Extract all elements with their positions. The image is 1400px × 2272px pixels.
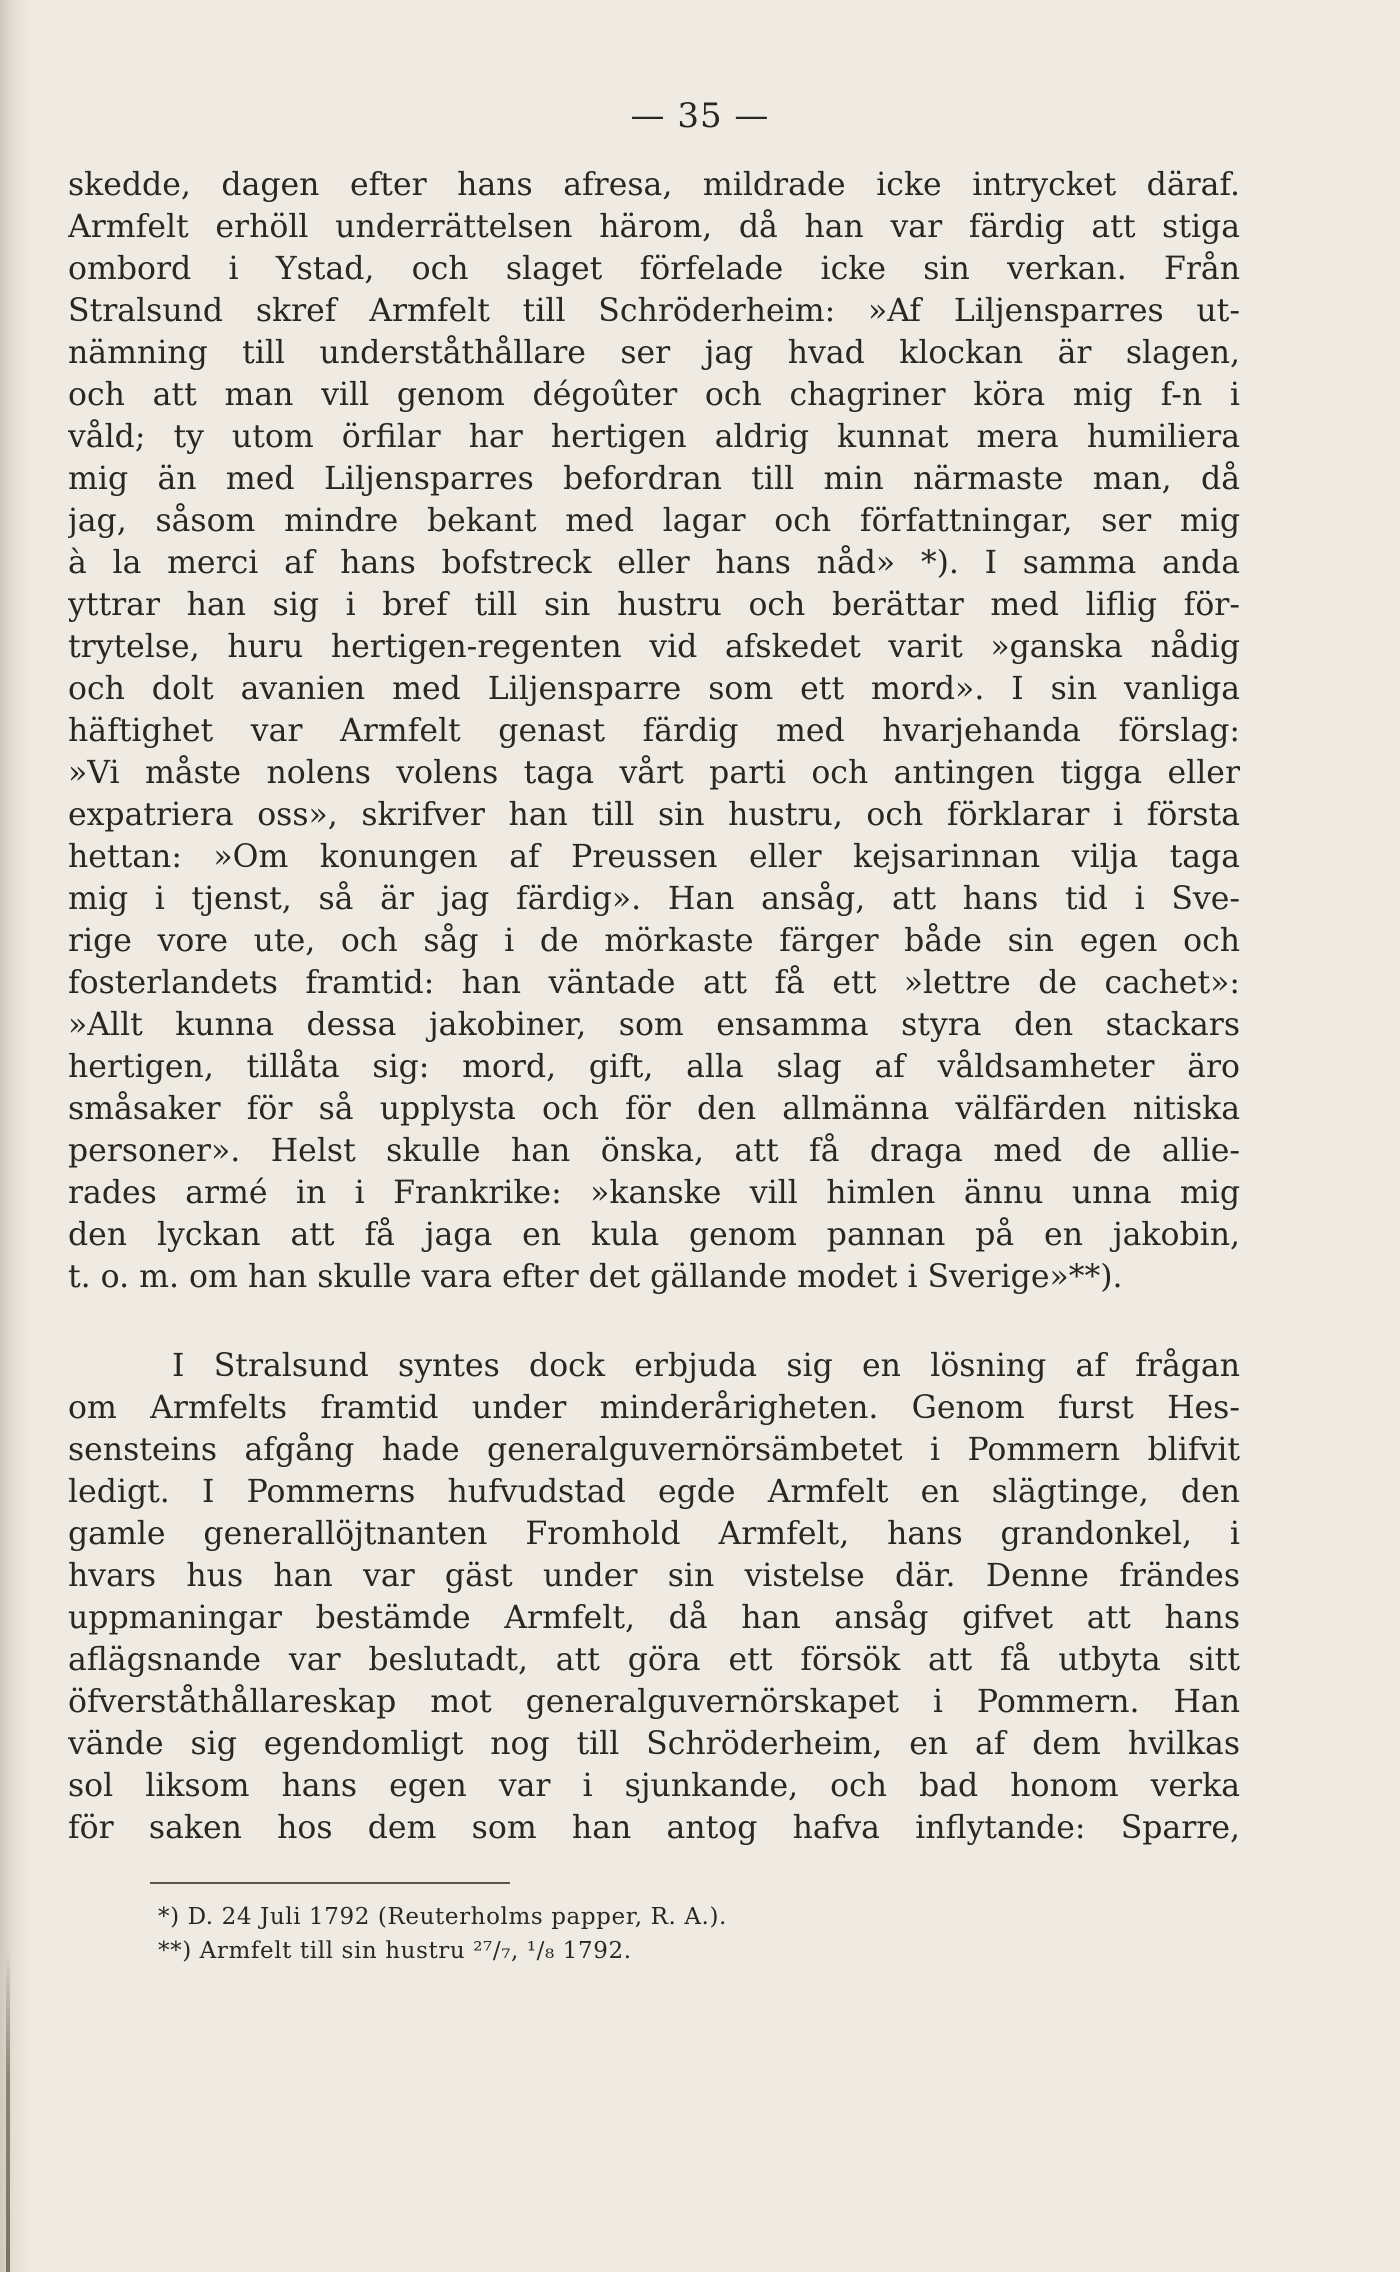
text-line: och dolt avanien med Liljensparre som ett mord». I sin vanliga [68,671,1240,707]
text-line: om Armfelts framtid under minderårigheten. Genom furst Hes- [68,1390,1240,1426]
text-line: »Vi måste nolens volens taga vårt parti och antingen tigga eller [68,755,1240,791]
text-line: hertigen, tillåta sig: mord, gift, alla slag af våldsamheter äro [68,1049,1240,1085]
text-line: yttrar han sig i bref till sin hustru och berättar med liflig för- [68,587,1240,623]
text-line: trytelse, huru hertigen-regenten vid afskedet varit »ganska nådig [68,629,1240,665]
text-line: rige vore ute, och såg i de mörkaste färger både sin egen och [68,923,1240,959]
text-line: och att man vill genom dégoûter och chagriner köra mig f-n i [68,377,1240,413]
footnote-divider [150,1882,510,1884]
text-line: vände sig egendomligt nog till Schröderheim, en af dem hvilkas [68,1726,1240,1762]
text-line: småsaker för så upplysta och för den allmänna välfärden nitiska [68,1091,1240,1127]
text-line: »Allt kunna dessa jakobiner, som ensamma styra den stackars [68,1007,1240,1043]
text-line: rades armé in i Frankrike: »kanske vill himlen ännu unna mig [68,1175,1240,1211]
text-line: sensteins afgång hade generalguvernörsämbetet i Pommern blifvit [68,1432,1240,1468]
text-line: mig än med Liljensparres befordran till min närmaste man, då [68,461,1240,497]
text-line: häftighet var Armfelt genast färdig med hvarjehanda förslag: [68,713,1240,749]
page-number: — 35 — [630,96,770,136]
text-line: personer». Helst skulle han önska, att få draga med de allie- [68,1133,1240,1169]
footnote: **) Armfelt till sin hustru ²⁷/₇, ¹/₈ 1792. [158,1938,632,1964]
footnotes [158,1900,958,1968]
text-line: t. o. m. om han skulle vara efter det gällande modet i Sverige»**). [68,1259,1123,1295]
text-line: våld; ty utom örfilar har hertigen aldrig kunnat mera humiliera [68,419,1240,455]
text-line: mig i tjenst, så är jag färdig». Han ansåg, att hans tid i Sve- [68,881,1240,917]
text-line: fosterlandets framtid: han väntade att få ett »lettre de cachet»: [68,965,1240,1001]
text-line: den lyckan att få jaga en kula genom pannan på en jakobin, [68,1217,1240,1253]
text-line: för saken hos dem som han antog hafva inflytande: Sparre, [68,1810,1240,1846]
text-line: skedde, dagen efter hans afresa, mildrade icke intrycket däraf. [68,167,1240,203]
text-line: gamle generallöjtnanten Fromhold Armfelt, hans grandonkel, i [68,1516,1240,1552]
text-line: nämning till underståthållare ser jag hvad klockan är slagen, [68,335,1240,371]
text-line: à la merci af hans bofstreck eller hans nåd» *). I samma anda [68,545,1240,581]
text-line: aflägsnande var beslutadt, att göra ett försök att få utbyta sitt [68,1642,1240,1678]
text-line: Armfelt erhöll underrättelsen härom, då han var färdig att stiga [68,209,1240,245]
binding-mark [6,1950,10,2272]
text-line: öfverståthållareskap mot generalguvernörskapet i Pommern. Han [68,1684,1240,1720]
footnote: *) D. 24 Juli 1792 (Reuterholms papper, R. A.). [158,1904,727,1930]
text-line: I Stralsund syntes dock erbjuda sig en lösning af frågan [172,1348,1240,1384]
text-line: ledigt. I Pommerns hufvudstad egde Armfelt en slägtinge, den [68,1474,1240,1510]
text-line: hettan: »Om konungen af Preussen eller kejsarinnan vilja taga [68,839,1240,875]
paragraph-1 [68,164,1240,1298]
text-line: sol liksom hans egen var i sjunkande, och bad honom verka [68,1768,1240,1804]
text-line: expatriera oss», skrifver han till sin hustru, och förklarar i första [68,797,1240,833]
text-line: uppmaningar bestämde Armfelt, då han ansåg gifvet att hans [68,1600,1240,1636]
page-edge-shadow [0,0,30,2272]
text-line: hvars hus han var gäst under sin vistelse där. Denne frändes [68,1558,1240,1594]
paragraph-2 [68,1345,1240,1849]
text-line: Stralsund skref Armfelt till Schröderheim: »Af Liljensparres ut- [68,293,1240,329]
text-line: jag, såsom mindre bekant med lagar och författningar, ser mig [68,503,1240,539]
text-line: ombord i Ystad, och slaget förfelade icke sin verkan. Från [68,251,1240,287]
